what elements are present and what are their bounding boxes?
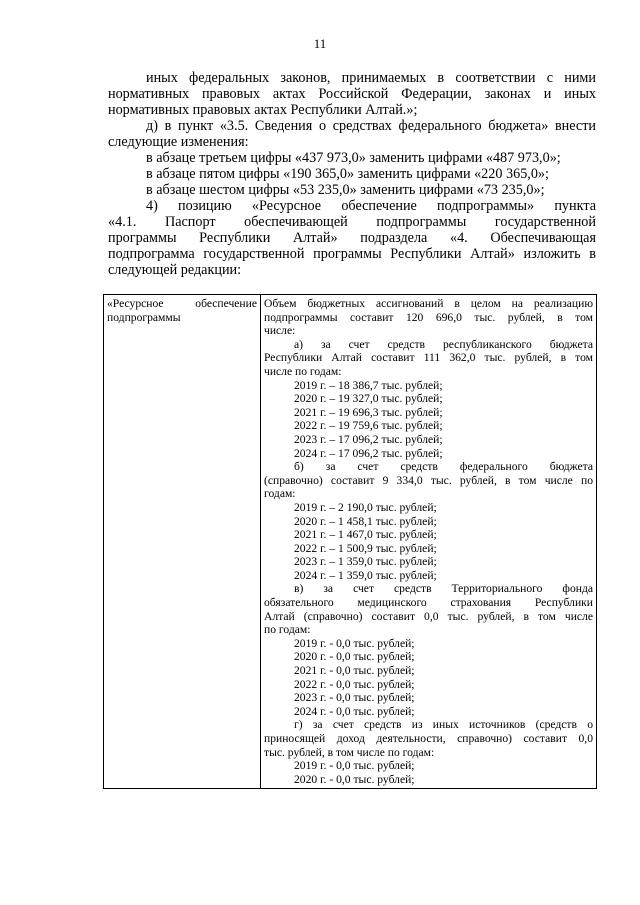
- change-line: в абзаце третьем цифры «437 973,0» заменить цифрами «487 973,0»;: [146, 150, 561, 166]
- year-line: 2023 г. – 17 096,2 тыс. рублей;: [294, 432, 443, 446]
- year-line: 2022 г. - 0,0 тыс. рублей;: [294, 677, 415, 691]
- change-line: в абзаце пятом цифры «190 365,0» заменить цифрами «220 365,0»;: [146, 166, 549, 182]
- year-line: 2024 г. – 17 096,2 тыс. рублей;: [294, 446, 443, 460]
- year-line: 2020 г. – 1 458,1 тыс. рублей;: [294, 514, 437, 528]
- item-4-line: программы Республики Алтай» подраздела «4. Обеспечивающая: [108, 230, 596, 246]
- total-line: Объем бюджетных ассигнований в целом на реализацию: [264, 297, 593, 310]
- section-b-line: годам:: [264, 487, 296, 501]
- section-g-line: тыс. рублей, в том числе по годам:: [264, 745, 435, 759]
- total-line: числе:: [264, 324, 296, 338]
- year-line: 2023 г. - 0,0 тыс. рублей;: [294, 691, 415, 705]
- resource-table: [103, 294, 597, 789]
- item-d-line: следующие изменения:: [108, 134, 249, 150]
- section-v-line: в) за счет средств Территориального фонда: [294, 582, 593, 596]
- item-4-line: следующей редакции:: [108, 262, 242, 278]
- body-line: нормативных правовых актах Республики Алтай.»;: [108, 102, 418, 118]
- year-line: 2021 г. - 0,0 тыс. рублей;: [294, 664, 415, 678]
- year-line: 2021 г. – 1 467,0 тыс. рублей;: [294, 528, 437, 542]
- year-line: 2024 г. – 1 359,0 тыс. рублей;: [294, 568, 437, 582]
- section-g-line: г) за счет средств из иных источников (средств о: [294, 718, 593, 732]
- section-v-line: обязательного медицинского страхования Республики: [264, 596, 593, 610]
- item-d-line: д) в пункт «3.5. Сведения о средствах федерального бюджета» внести: [146, 118, 596, 134]
- section-a-line: Республики Алтай составит 111 362,0 тыс. рублей, в том: [264, 351, 593, 365]
- year-line: 2022 г. – 1 500,9 тыс. рублей;: [294, 541, 437, 555]
- item-4-line: 4) позицию «Ресурсное обеспечение подпрограммы» пункта: [146, 198, 596, 214]
- year-line: 2019 г. - 0,0 тыс. рублей;: [294, 636, 415, 650]
- year-line: 2020 г. - 0,0 тыс. рублей;: [294, 772, 415, 786]
- page-number: 11: [313, 36, 327, 51]
- section-v-line: Алтай (справочно) составит 0,0 тыс. рублей, в том числе: [264, 609, 593, 623]
- section-a-line: а) за счет средств республиканского бюджета: [294, 337, 593, 351]
- year-line: 2021 г. – 19 696,3 тыс. рублей;: [294, 405, 443, 419]
- table-right-cell: [261, 295, 597, 789]
- section-b-line: (справочно) составит 9 334,0 тыс. рублей, в том числе по: [264, 473, 593, 487]
- year-line: 2019 г. – 2 190,0 тыс. рублей;: [294, 500, 437, 514]
- document-body: [108, 70, 596, 278]
- body-line: нормативных правовых актах Российской Федерации, законах и иных: [108, 86, 596, 102]
- change-line: в абзаце шестом цифры «53 235,0» заменить цифрами «73 235,0»;: [146, 182, 545, 198]
- total-line: подпрограммы составит 120 696,0 тыс. рублей, в том: [264, 310, 593, 324]
- left-label: «Ресурсное обеспечение: [107, 297, 257, 310]
- table-left-cell: [104, 295, 261, 789]
- left-label: подпрограммы: [107, 310, 181, 324]
- year-line: 2020 г. - 0,0 тыс. рублей;: [294, 650, 415, 664]
- section-g-line: приносящей доход деятельности, справочно) составит 0,0: [264, 732, 593, 745]
- section-b-line: б) за счет средств федерального бюджета: [294, 460, 593, 474]
- item-4-line: «4.1. Паспорт обеспечивающей подпрограммы государственной: [108, 214, 596, 230]
- item-4-line: подпрограмма государственной программы Республики Алтай» изложить в: [108, 246, 596, 262]
- body-line: иных федеральных законов, принимаемых в соответствии с ними: [146, 70, 596, 86]
- table-row: [104, 295, 597, 789]
- section-a-line: числе по годам:: [264, 364, 342, 378]
- year-line: 2024 г. - 0,0 тыс. рублей;: [294, 704, 415, 718]
- year-line: 2022 г. – 19 759,6 тыс. рублей;: [294, 419, 443, 433]
- section-v-line: по годам:: [264, 623, 311, 637]
- year-line: 2023 г. – 1 359,0 тыс. рублей;: [294, 555, 437, 569]
- year-line: 2019 г. - 0,0 тыс. рублей;: [294, 759, 415, 773]
- year-line: 2020 г. – 19 327,0 тыс. рублей;: [294, 392, 443, 406]
- year-line: 2019 г. – 18 386,7 тыс. рублей;: [294, 378, 443, 392]
